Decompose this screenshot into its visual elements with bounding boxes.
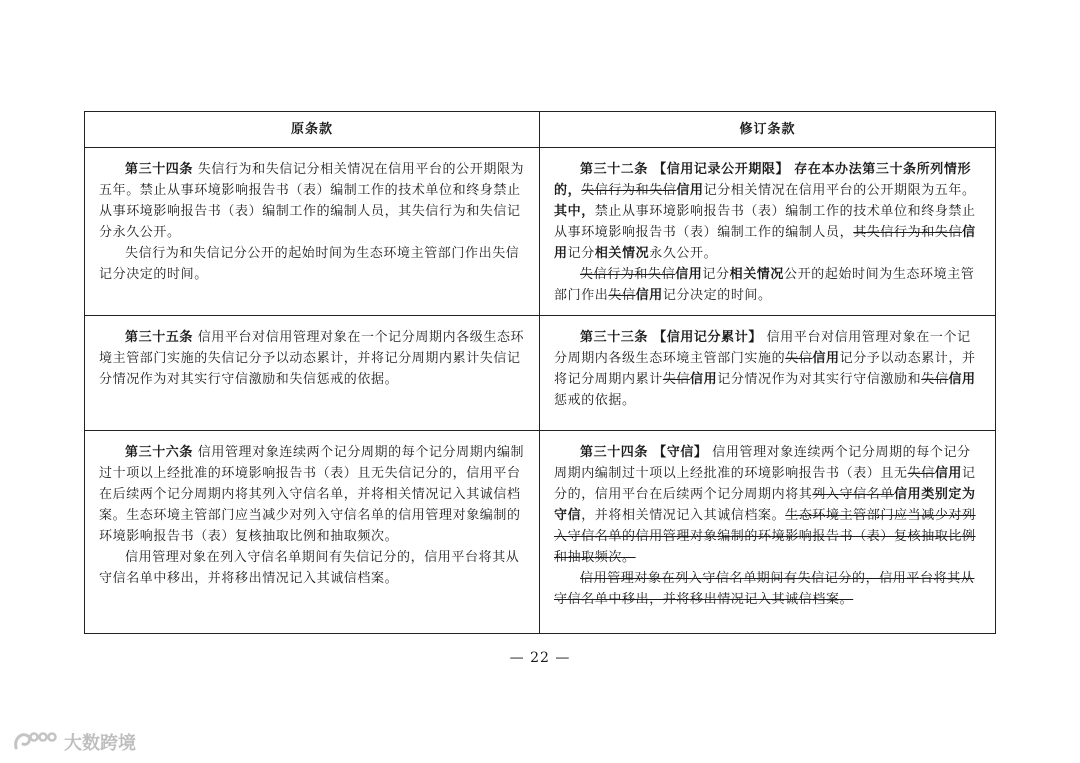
clause-paragraph [99, 159, 525, 243]
added-text: 第三十二条 【信用记录公开期限】 存在本办法第三十条所列情形的， [554, 162, 972, 198]
header-original: 原条款 [85, 112, 540, 147]
clause-paragraph [99, 547, 525, 589]
added-text: 信用 [934, 466, 963, 481]
added-text: 信用 [690, 372, 718, 387]
clause-text: 永久公开。 [649, 246, 718, 261]
deleted-text: 信用管理对象在列入守信名单期间有失信记分的，信用平台将其从守信名单中移出，并将移出情况记入其诚信档案。 [554, 571, 975, 607]
clause-text: 信用平台对信用管理对象在一个记分周期内各级生态环境主管部门实施的 [554, 330, 971, 366]
deleted-text: 失信 [907, 466, 935, 481]
deleted-text: 失信 [921, 372, 949, 387]
page-number: — 22 — [509, 650, 571, 666]
watermark-text: 大数跨境 [64, 733, 136, 754]
deleted-text: 列入守信名单 [812, 487, 895, 502]
added-text: 信用 [676, 183, 704, 198]
deleted-text: 生态环境主管部门应当减少对列入守信名单的信用管理对象编制的环境影响报告书（表）复核抽取比例和抽取频次。 [554, 508, 976, 565]
clause-text: 惩戒的依据。 [554, 393, 636, 408]
deleted-text: 其失信行为和失信 [853, 225, 963, 240]
comparison-table [84, 111, 996, 634]
revised-clause [540, 316, 995, 430]
watermark [12, 728, 136, 756]
added-text: 第三十五条 [125, 330, 194, 345]
table-row [85, 315, 995, 430]
added-text: 信用 [635, 288, 663, 303]
deleted-text: 失信行为和失信 [581, 183, 677, 198]
clause-text: 公开的起始时间为生态环境主管部门作出 [554, 267, 975, 303]
clause-text: 记分决定的时间。 [662, 288, 772, 303]
revised-clause [540, 148, 995, 315]
header-revised: 修订条款 [739, 122, 796, 137]
added-text: 信用 [675, 267, 703, 282]
clause-paragraph [554, 568, 981, 610]
table-header-row [85, 112, 995, 147]
clause-paragraph [554, 327, 981, 411]
deleted-text: 失信 [662, 372, 691, 387]
clause-paragraph [554, 264, 981, 306]
original-clause [85, 316, 540, 430]
clause-text: 信用管理对象连续两个记分周期的每个记分周期内编制过十项以上经批准的环境影响报告书（表）且无 [554, 445, 971, 481]
table-row [85, 147, 995, 315]
added-text: 第三十四条 【守信】 [580, 445, 708, 460]
clause-text: ，并将相关情况记入其诚信档案。 [581, 508, 786, 523]
original-clause [85, 148, 540, 315]
deleted-text: 失信 [608, 288, 636, 303]
clause-text: 记分予以动态累计，并将记分周期内累计 [554, 351, 976, 387]
clause-text: 信用管理对象在列入守信名单期间有失信记分的，信用平台将其从守信名单中移出，并将移出情况记入其诚信档案。 [99, 550, 520, 586]
clause-text: 失信行为和失信记分公开的起始时间为生态环境主管部门作出失信记分决定的时间。 [99, 246, 520, 282]
added-text: 其中， [554, 204, 595, 219]
deleted-text: 失信 [785, 351, 813, 366]
added-text: 第三十六条 [125, 445, 194, 460]
clause-text: 记分 [702, 267, 730, 282]
added-text: 信用 [554, 225, 976, 261]
clause-text: 记分的，信用平台在后续两个记分周期内将其 [554, 466, 976, 502]
clause-paragraph [99, 243, 525, 285]
deleted-text: 失信行为和失信 [580, 267, 676, 282]
clause-text: 失信行为和失信记分相关情况在信用平台的公开期限为五年。禁止从事环境影响报告书（表）编制工作的技术单位和终身禁止从事环境影响报告书（表）编制工作的编制人员，其失信行为和失信记分永久公开。 [99, 162, 525, 240]
added-text: 第三十三条 【信用记分累计】 [580, 330, 762, 345]
clause-paragraph [554, 442, 981, 568]
clause-text: 记分 [567, 246, 595, 261]
clause-text: 禁止从事环境影响报告书（表）编制工作的技术单位和终身禁止从事环境影响报告书（表）编制工作的编制人员， [554, 204, 976, 240]
brand-logo-icon [12, 728, 58, 756]
added-text: 信用类别定为守信 [554, 487, 976, 523]
revised-clause [540, 431, 995, 633]
clause-text: 信用平台对信用管理对象在一个记分周期内各级生态环境主管部门实施的失信记分予以动态累计，并将记分周期内累计失信记分情况作为对其实行守信激励和失信惩戒的依据。 [99, 330, 525, 387]
clause-paragraph [554, 159, 981, 264]
original-clause [85, 431, 540, 633]
table-row [85, 430, 995, 633]
clause-paragraph [99, 327, 525, 390]
added-text: 相关情况 [729, 267, 785, 282]
added-text: 信用 [812, 351, 840, 366]
clause-text: 记分相关情况在信用平台的公开期限为五年。 [703, 183, 976, 198]
added-text: 信用 [948, 372, 976, 387]
clause-paragraph [99, 442, 525, 547]
added-text: 第三十四条 [125, 162, 194, 177]
clause-text: 记分情况作为对其实行守信激励和 [717, 372, 922, 387]
clause-text: 信用管理对象连续两个记分周期的每个记分周期内编制过十项以上经批准的环境影响报告书（表）且无失信记分的，信用平台在后续两个记分周期内将其列入守信名单，并将相关情况记入其诚信档案。生态环境主管部门应当减少对列入守信名单的信用管理对象编制的环境影响报告书（表）复核抽取比例和抽取频次。 [99, 445, 525, 544]
added-text: 相关情况 [594, 246, 650, 261]
